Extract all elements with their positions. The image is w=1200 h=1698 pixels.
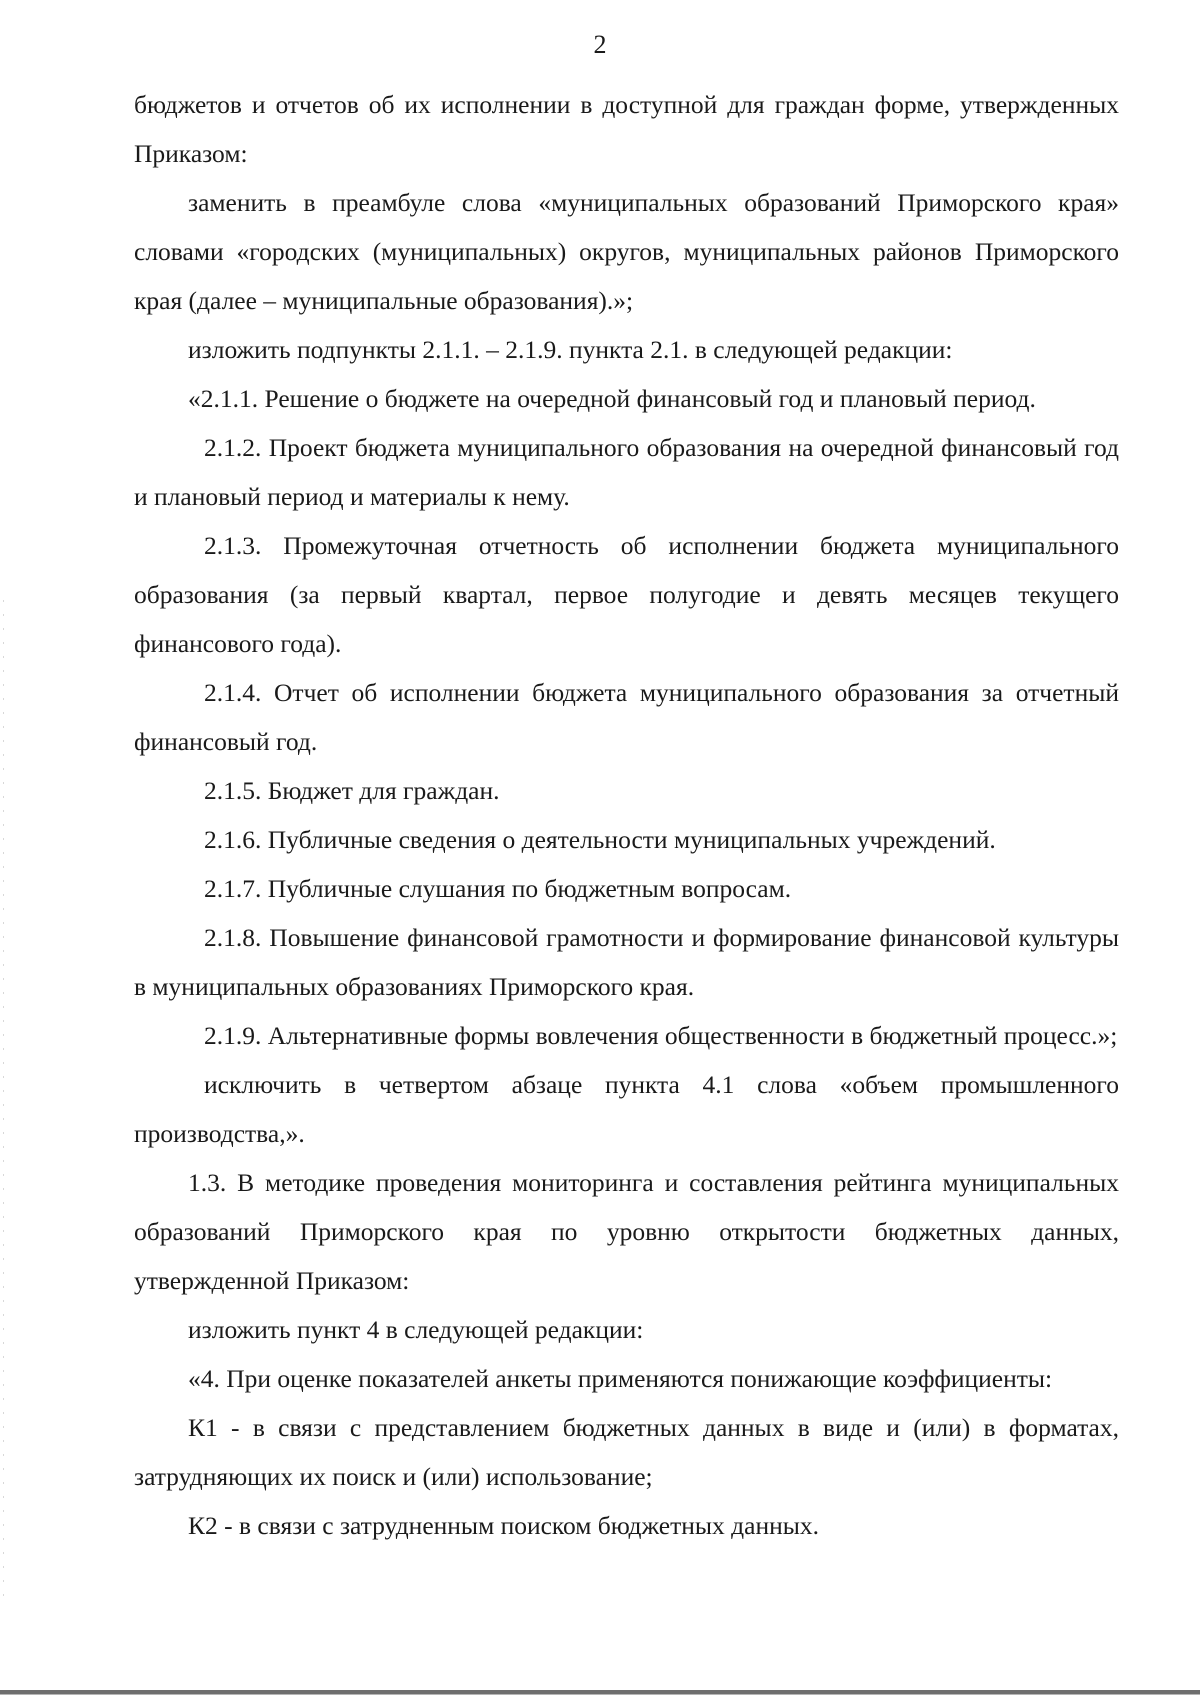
paragraph: 1.3. В методике проведения мониторинга и составления рейтинга муниципальных образований Приморского края по уровню открытости бюджетных данных, утвержденной Приказом: <box>134 1168 1119 1295</box>
paragraph: 2.1.5. Бюджет для граждан. <box>204 776 500 805</box>
paragraph: «4. При оценке показателей анкеты применяются понижающие коэффициенты: <box>188 1364 1053 1393</box>
paragraph: заменить в преамбуле слова «муниципальных образований Приморского края» словами «городских (муниципальных) округов, муниципальных районов Приморского края (далее – муниципальные образования).»; <box>134 188 1119 315</box>
paragraph: К2 - в связи с затрудненным поиском бюджетных данных. <box>188 1511 820 1540</box>
paragraph: «2.1.1. Решение о бюджете на очередной финансовый год и плановый период. <box>188 384 1036 413</box>
paragraph: исключить в четвертом абзаце пункта 4.1 слова «объем промышленного производства,». <box>134 1070 1119 1148</box>
paragraph: 2.1.2. Проект бюджета муниципального образования на очередной финансовый год и плановый период и материалы к нему. <box>134 433 1119 511</box>
paragraph: 2.1.9. Альтернативные формы вовлечения общественности в бюджетный процесс.»; <box>204 1021 1118 1050</box>
paragraph: 2.1.3. Промежуточная отчетность об исполнении бюджета муниципального образования (за первый квартал, первое полугодие и девять месяцев текущего финансового года). <box>134 531 1119 658</box>
paragraph: 2.1.6. Публичные сведения о деятельности муниципальных учреждений. <box>204 825 996 854</box>
paragraph: бюджетов и отчетов об их исполнении в доступной для граждан форме, утвержденных Приказом: <box>134 90 1119 168</box>
page-number: 2 <box>593 30 607 59</box>
scan-margin-artifact <box>3 600 4 1600</box>
paragraph: изложить пункт 4 в следующей редакции: <box>188 1315 644 1344</box>
scan-bottom-edge-shadow <box>0 1694 1200 1695</box>
paragraph: изложить подпункты 2.1.1. – 2.1.9. пункта 2.1. в следующей редакции: <box>188 335 953 364</box>
document-body <box>134 80 1119 1550</box>
paragraph: 2.1.4. Отчет об исполнении бюджета муниципального образования за отчетный финансовый год. <box>134 678 1119 756</box>
paragraph: 2.1.7. Публичные слушания по бюджетным вопросам. <box>204 874 792 903</box>
paragraph: К1 - в связи с представлением бюджетных данных в виде и (или) в форматах, затрудняющих их поиск и (или) использование; <box>134 1413 1119 1491</box>
paragraph: 2.1.8. Повышение финансовой грамотности и формирование финансовой культуры в муниципальных образованиях Приморского края. <box>134 923 1119 1001</box>
